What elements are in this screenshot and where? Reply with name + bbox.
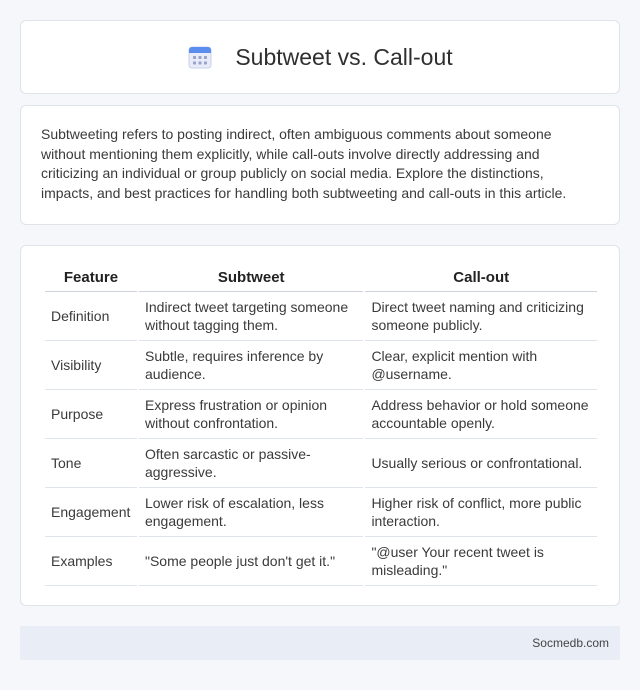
comparison-card <box>20 245 620 606</box>
callout-cell: Usually serious or confrontational. <box>365 439 597 488</box>
page-title: Subtweet vs. Call-out <box>235 43 453 70</box>
callout-cell: Higher risk of conflict, more public interaction. <box>365 488 597 537</box>
subtweet-cell: Indirect tweet targeting someone without tagging them. <box>139 292 363 341</box>
subtweet-cell: Express frustration or opinion without confrontation. <box>139 390 363 439</box>
header-subtweet: Subtweet <box>139 263 363 292</box>
table-header-row <box>45 263 597 292</box>
feature-cell: Purpose <box>45 390 137 439</box>
feature-cell: Tone <box>45 439 137 488</box>
feature-cell: Visibility <box>45 341 137 390</box>
footer <box>20 626 620 660</box>
header-callout: Call-out <box>365 263 597 292</box>
subtweet-cell: Subtle, requires inference by audience. <box>139 341 363 390</box>
callout-cell: Clear, explicit mention with @username. <box>365 341 597 390</box>
feature-cell: Definition <box>45 292 137 341</box>
intro-paragraph: Subtweeting refers to posting indirect, often ambiguous comments about someone without mentioning them explicitly, while call-outs involve directly addressing and criticizing an individual or group publicly on social media. Explore the distinctions, impacts, and best practices for handling both subtweeting and call-outs in this article. <box>41 126 567 201</box>
callout-cell: Address behavior or hold someone accountable openly. <box>365 390 597 439</box>
table-row <box>45 341 597 390</box>
feature-cell: Examples <box>45 537 137 586</box>
feature-cell: Engagement <box>45 488 137 537</box>
subtweet-cell: Lower risk of escalation, less engagement. <box>139 488 363 537</box>
intro-card <box>20 105 620 225</box>
title-card <box>20 20 620 94</box>
subtweet-cell: "Some people just don't get it." <box>139 537 363 586</box>
table-row <box>45 537 597 586</box>
callout-cell: Direct tweet naming and criticizing someone publicly. <box>365 292 597 341</box>
footer-site-link[interactable]: Socmedb.com <box>532 636 609 650</box>
comparison-table <box>43 263 599 586</box>
table-row <box>45 488 597 537</box>
table-row <box>45 292 597 341</box>
subtweet-cell: Often sarcastic or passive-aggressive. <box>139 439 363 488</box>
table-row <box>45 439 597 488</box>
calendar-icon <box>187 44 213 70</box>
callout-cell: "@user Your recent tweet is misleading." <box>365 537 597 586</box>
table-row <box>45 390 597 439</box>
header-feature: Feature <box>45 263 137 292</box>
